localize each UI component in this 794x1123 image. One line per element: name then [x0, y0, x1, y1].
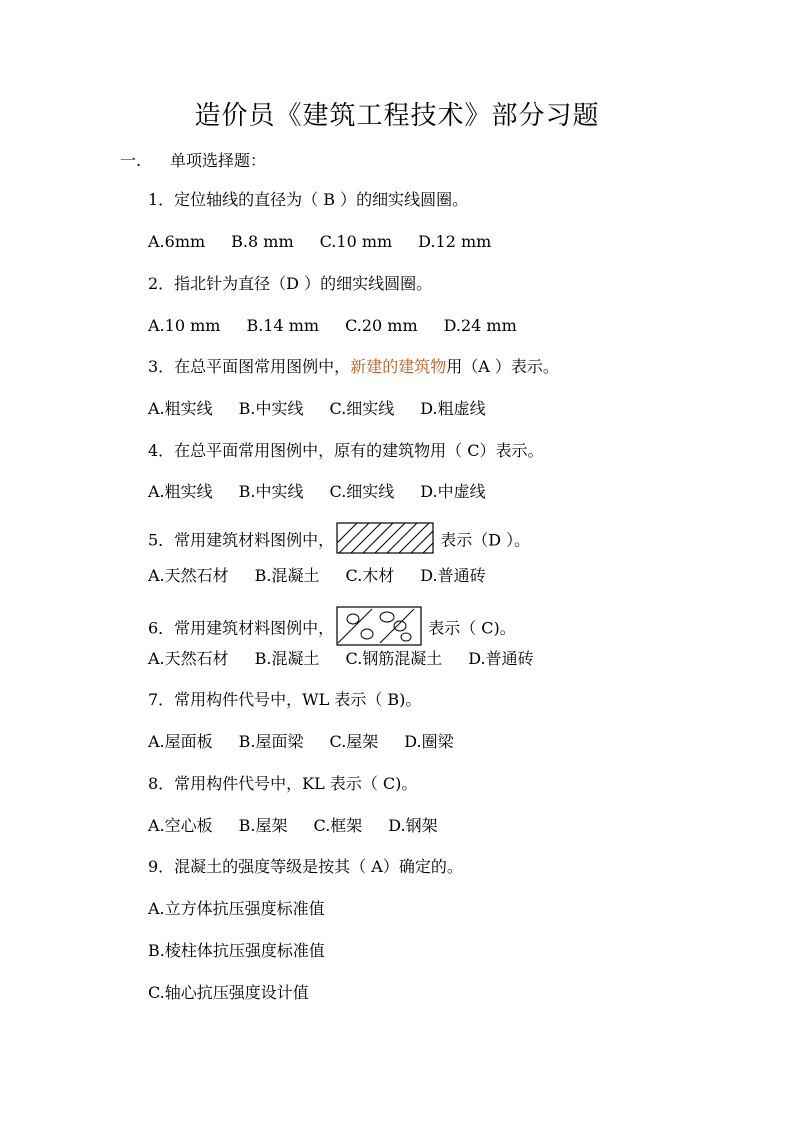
option: C.轴心抗压强度设计值: [148, 983, 309, 1002]
options-2: [148, 315, 517, 337]
option: A.空心板: [148, 816, 213, 835]
option: C.细实线: [329, 482, 395, 501]
option: C.细实线: [329, 399, 395, 418]
option: B.14 mm: [246, 316, 320, 335]
section-number: 一.: [120, 151, 142, 170]
question-6: [148, 606, 516, 652]
highlighted-text: 新建的建筑物: [350, 357, 447, 376]
option: C.木材: [345, 566, 395, 585]
option: A.6mm: [148, 232, 206, 251]
document-title: 造价员《建筑工程技术》部分习题: [194, 101, 600, 131]
option: C.钢筋混凝土: [345, 649, 443, 668]
options-3: [148, 398, 486, 420]
option: B.中实线: [238, 482, 304, 501]
options-6: [148, 648, 534, 670]
question-9: 9．混凝土的强度等级是按其（ A）确定的。: [148, 857, 463, 876]
option: B.混凝土: [254, 649, 320, 668]
options-1: [148, 231, 491, 253]
question-1: 1．定位轴线的直径为（ B ）的细实线圆圈。: [148, 190, 469, 209]
option: A.粗实线: [148, 482, 213, 501]
option: C.10 mm: [319, 232, 393, 251]
option: A.屋面板: [148, 732, 213, 751]
option: C.框架: [313, 816, 363, 835]
option: D.12 mm: [418, 232, 492, 251]
question-text: 表示（D ）。: [440, 530, 531, 550]
option: B.屋架: [238, 816, 288, 835]
question-8: 8．常用构件代号中，KL 表示（ C)。: [148, 774, 418, 793]
option: D.钢架: [388, 816, 438, 835]
question-2: 2．指北针为直径（D ）的细实线圆圈。: [148, 274, 433, 293]
option: D.圈梁: [404, 732, 454, 751]
option: D.粗虚线: [420, 399, 486, 418]
options-5: [148, 565, 486, 587]
option: C.屋架: [329, 732, 379, 751]
option: B.混凝土: [254, 566, 320, 585]
section-label: 单项选择题：: [170, 151, 267, 170]
question-text: 用（A ）表示。: [446, 357, 559, 376]
question-3: [148, 356, 559, 378]
option: B.8 mm: [231, 232, 294, 251]
option: D.普通砖: [420, 566, 486, 585]
question-text: 3．在总平面图常用图例中，: [148, 357, 351, 376]
options-8: [148, 815, 438, 837]
option: D.24 mm: [443, 316, 517, 335]
option: C.20 mm: [345, 316, 418, 335]
options-7: [148, 731, 454, 753]
section-heading: [120, 150, 266, 172]
option: D.普通砖: [468, 649, 534, 668]
question-7: 7．常用构件代号中，WL 表示（ B)。: [148, 690, 422, 709]
question-text: 表示（ C)。: [428, 618, 516, 638]
options-4: [148, 481, 486, 503]
question-5: [148, 522, 530, 560]
option: D.中虚线: [420, 482, 486, 501]
option: A.10 mm: [148, 316, 221, 335]
reinforced-concrete-hatch-symbol: [336, 606, 422, 652]
option: A.天然石材: [148, 649, 229, 668]
question-4: 4．在总平面常用图例中，原有的建筑物用（ C）表示。: [148, 441, 544, 460]
option: B.中实线: [238, 399, 304, 418]
question-text: 5．常用建筑材料图例中，: [148, 530, 335, 550]
question-text: 6．常用建筑材料图例中，: [148, 618, 335, 638]
diagonal-hatch-symbol: [336, 522, 434, 560]
option: B.屋面梁: [238, 732, 304, 751]
option: A.天然石材: [148, 566, 229, 585]
option: A.立方体抗压强度标准值: [148, 899, 325, 918]
option: A.粗实线: [148, 399, 213, 418]
option: B.棱柱体抗压强度标准值: [148, 941, 325, 960]
